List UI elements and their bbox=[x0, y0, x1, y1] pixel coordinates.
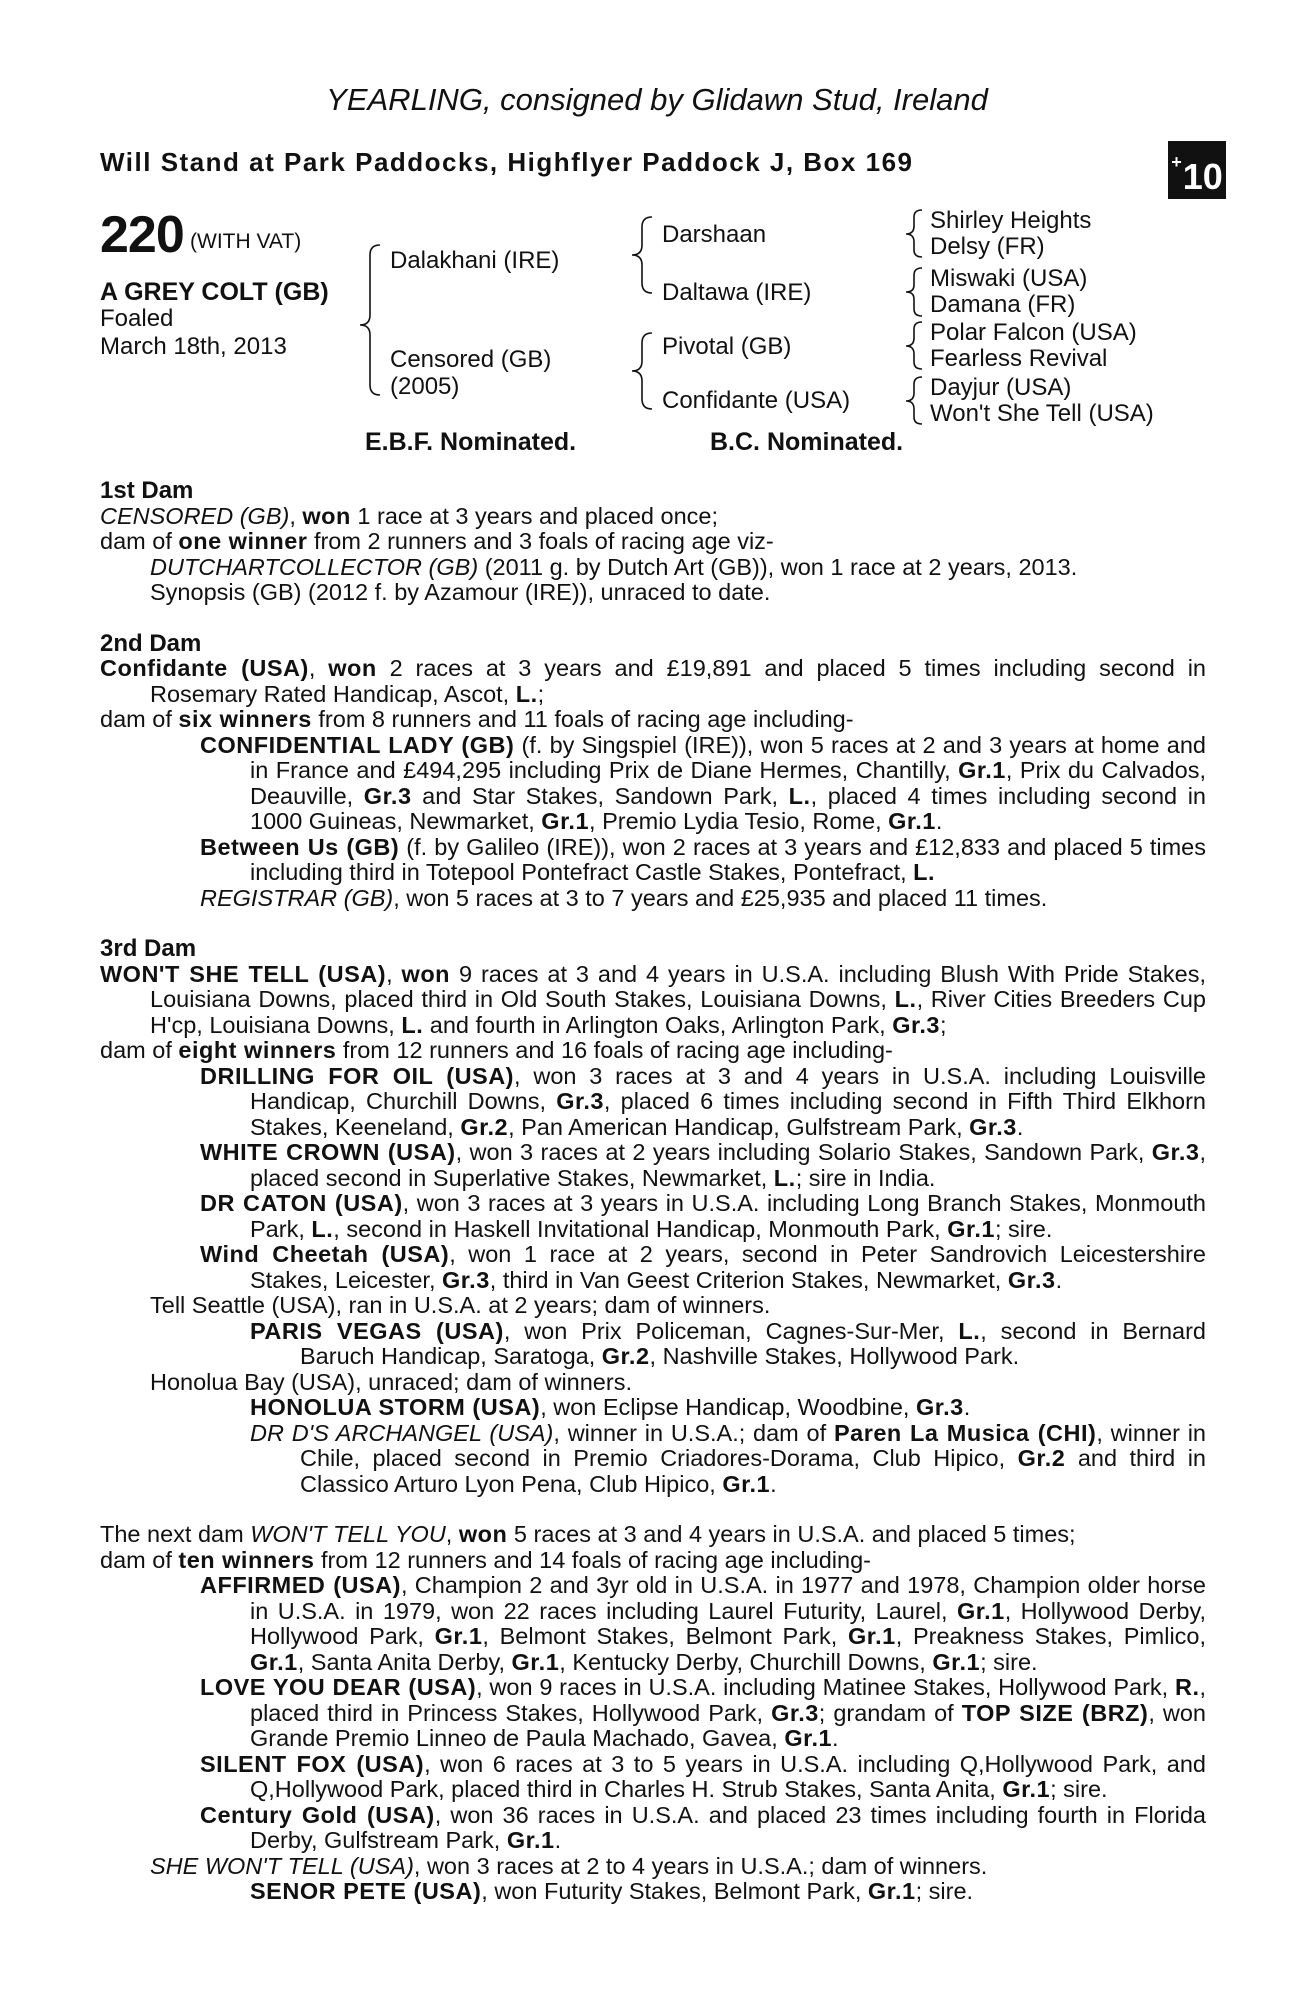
produce-tell-seattle: Tell Seattle (USA), ran in U.S.A. at 2 years; dam of winners. bbox=[150, 1292, 771, 1318]
pedigree-ssd: Delsy (FR) bbox=[930, 233, 1045, 260]
produce-drilling-for-oil: DRILLING FOR OIL (USA), won 3 races at 3 and 4 years in U.S.A. including Louisville Handicap, Churchill Downs, Gr.3, placed 6 times including second in Fifth Third Elkhorn Stakes, Keeneland, Gr.2, Pan American Handicap, Gulfstream Park, Gr.3. bbox=[200, 1062, 1206, 1140]
foaled-label: Foaled bbox=[100, 305, 174, 332]
produce-white-crown: WHITE CROWN (USA), won 3 races at 2 years including Solario Stakes, Sandown Park, Gr.3, placed second in Superlative Stakes, Newmarket, L.; sire in India. bbox=[200, 1139, 1206, 1191]
lot-number: 220 bbox=[100, 206, 184, 264]
produce-confidential-lady: CONFIDENTIAL LADY (GB) (f. by Singspiel (IRE)), won 5 races at 2 and 3 years at home and in France and £494,295 including Prix de Diane Hermes, Chantilly, Gr.1, Prix du Calvados, Deauville, Gr.3 and Star Stakes, Sandown Park, L., placed 4 times including second in 1000 Guineas, Newmarket, Gr.1, Premio Lydia Tesio, Rome, Gr.1. bbox=[200, 731, 1206, 834]
pedigree-dam-dam: Confidante (USA) bbox=[662, 387, 851, 414]
third-dam-record: WON'T SHE TELL (USA), won 9 races at 3 and 4 years in U.S.A. including Blush With Pride Stakes, Louisiana Downs, placed third in Old South Stakes, Louisiana Downs, L., River Cities Breeders Cup H'cp, Louisiana Downs, L. and fourth in Arlington Oaks, Arlington Park, Gr.3; bbox=[100, 960, 1207, 1038]
third-dam-heading: 3rd Dam bbox=[100, 935, 197, 962]
first-dam-foal-2: Synopsis (GB) (2012 f. by Azamour (IRE)), unraced to date. bbox=[150, 579, 771, 605]
second-dam-record: Confidante (USA), won 2 races at 3 years and £19,891 and placed 5 times including second in Rosemary Rated Handicap, Ascot, L.; bbox=[100, 655, 1207, 707]
pedigree-dds: Dayjur (USA) bbox=[930, 374, 1072, 401]
produce-dr-ds-archangel: DR D'S ARCHANGEL (USA), winner in U.S.A.; dam of Paren La Musica (CHI), winner in Chile, placed second in Premio Criadores-Dorama, Club Hipico, Gr.2 and third in Classico Arturo Lyon Pena, Club Hipico, Gr.1. bbox=[250, 1419, 1206, 1497]
second-dam-heading: 2nd Dam bbox=[100, 629, 202, 657]
pedigree-dam: Censored (GB) bbox=[390, 346, 552, 373]
sire-brace bbox=[632, 217, 652, 293]
produce-honolua-storm: HONOLUA STORM (USA), won Eclipse Handicap, Woodbine, Gr.3. bbox=[250, 1394, 971, 1420]
ss-brace bbox=[906, 210, 922, 257]
dd-brace bbox=[906, 377, 922, 424]
pedigree-braces bbox=[0, 0, 1314, 460]
lot-vat: (WITH VAT) bbox=[190, 230, 302, 253]
catalogue-body bbox=[100, 478, 1206, 1905]
foaled-date: March 18th, 2013 bbox=[100, 333, 287, 360]
pedigree-dsd: Fearless Revival bbox=[930, 345, 1108, 372]
badge-number: 10 bbox=[1182, 156, 1223, 197]
produce-love-you-dear: LOVE YOU DEAR (USA), won 9 races in U.S.A. including Matinee Stakes, Hollywood Park, R., placed third in Princess Stakes, Hollywood Park, Gr.3; grandam of TOP SIZE (BRZ), won Grande Premio Linneo de Paula Machado, Gavea, Gr.1. bbox=[200, 1674, 1207, 1751]
first-dam-heading: 1st Dam bbox=[100, 477, 194, 504]
produce-century-gold: Century Gold (USA), won 36 races in U.S.A. and placed 23 times including fourth in Florida Derby, Gulfstream Park, Gr.1. bbox=[200, 1801, 1206, 1853]
produce-silent-fox: SILENT FOX (USA), won 6 races at 3 to 5 years in U.S.A. including Q,Hollywood Park, and Q,Hollywood Park, placed third in Charles H. Strub Stakes, Santa Anita, Gr.1; sire. bbox=[200, 1750, 1206, 1802]
first-dam-produce: dam of one winner from 2 runners and 3 foals of racing age viz- bbox=[100, 528, 774, 554]
produce-between-us: Between Us (GB) (f. by Galileo (IRE)), won 2 races at 3 years and £12,833 and placed 5 times including third in Totepool Pontefract Castle Stakes, Pontefract, L. bbox=[200, 833, 1207, 885]
page-title: YEARLING, consigned by Glidawn Stud, Ireland bbox=[326, 82, 988, 117]
sd-brace bbox=[906, 268, 922, 316]
next-dam-record: The next dam WON'T TELL YOU, won 5 races at 3 and 4 years in U.S.A. and placed 5 times; bbox=[100, 1521, 1076, 1547]
pedigree-dss: Polar Falcon (USA) bbox=[930, 319, 1137, 346]
stand-location: Will Stand at Park Paddocks, Highflyer Paddock J, Box 169 bbox=[100, 147, 914, 177]
badge-plus-mark: + bbox=[1171, 152, 1182, 172]
lot-description: A GREY COLT (GB) bbox=[100, 278, 329, 306]
produce-paris-vegas: PARIS VEGAS (USA), won Prix Policeman, Cagnes-Sur-Mer, L., second in Bernard Baruch Handicap, Saratoga, Gr.2, Nashville Stakes, Hollywood Park. bbox=[250, 1317, 1206, 1369]
next-dam-produce: dam of ten winners from 12 runners and 14 foals of racing age including- bbox=[100, 1546, 871, 1573]
first-dam-foal-1: DUTCHARTCOLLECTOR (GB) (2011 g. by Dutch Art (GB)), won 1 race at 2 years, 2013. bbox=[150, 553, 1078, 580]
pedigree-dam-sire: Pivotal (GB) bbox=[662, 333, 792, 360]
pedigree-ddd: Won't She Tell (USA) bbox=[930, 400, 1154, 427]
dam-brace bbox=[632, 333, 652, 409]
ds-brace bbox=[906, 322, 922, 369]
produce-dr-caton: DR CATON (USA), won 3 races at 3 years in U.S.A. including Long Branch Stakes, Monmouth Park, L., second in Haskell Invitational Handicap, Monmouth Park, Gr.1; sire. bbox=[200, 1190, 1206, 1242]
produce-honolua-bay: Honolua Bay (USA), unraced; dam of winners. bbox=[150, 1368, 632, 1395]
produce-she-wont-tell: SHE WON'T TELL (USA), won 3 races at 2 to 4 years in U.S.A.; dam of winners. bbox=[150, 1852, 988, 1879]
third-dam-produce: dam of eight winners from 12 runners and 16 foals of racing age including- bbox=[100, 1037, 893, 1063]
produce-registrar: REGISTRAR (GB), won 5 races at 3 to 7 years and £25,935 and placed 11 times. bbox=[200, 884, 1048, 911]
bc-nomination: B.C. Nominated. bbox=[710, 428, 904, 456]
pedigree-dam-year: (2005) bbox=[390, 373, 460, 400]
main-brace bbox=[360, 245, 380, 395]
second-dam-produce: dam of six winners from 8 runners and 11 foals of racing age including- bbox=[100, 706, 854, 732]
pedigree-sire-dam: Daltawa (IRE) bbox=[662, 279, 812, 306]
pedigree-sds: Miswaki (USA) bbox=[930, 265, 1088, 292]
first-dam-record: CENSORED (GB), won 1 race at 3 years and placed once; bbox=[100, 502, 718, 529]
produce-wind-cheetah: Wind Cheetah (USA), won 1 race at 2 years, second in Peter Sandrovich Leicestershire Stakes, Leicester, Gr.3, third in Van Geest Criterion Stakes, Newmarket, Gr.3. bbox=[200, 1241, 1206, 1293]
pedigree-sire: Dalakhani (IRE) bbox=[390, 247, 560, 274]
produce-affirmed: AFFIRMED (USA), Champion 2 and 3yr old in U.S.A. in 1977 and 1978, Champion older horse in U.S.A. in 1979, won 22 races including Laurel Futurity, Laurel, Gr.1, Hollywood Derby, Hollywood Park, Gr.1, Belmont Stakes, Belmont Park, Gr.1, Preakness Stakes, Pimlico, Gr.1, Santa Anita Derby, Gr.1, Kentucky Derby, Churchill Downs, Gr.1; sire. bbox=[200, 1572, 1207, 1675]
pedigree-sire-sire: Darshaan bbox=[662, 221, 767, 248]
pedigree-sdd: Damana (FR) bbox=[930, 291, 1076, 318]
pedigree-sss: Shirley Heights bbox=[930, 207, 1092, 234]
produce-senor-pete: SENOR PETE (USA), won Futurity Stakes, Belmont Park, Gr.1; sire. bbox=[250, 1878, 974, 1904]
ebf-nomination: E.B.F. Nominated. bbox=[365, 428, 577, 456]
